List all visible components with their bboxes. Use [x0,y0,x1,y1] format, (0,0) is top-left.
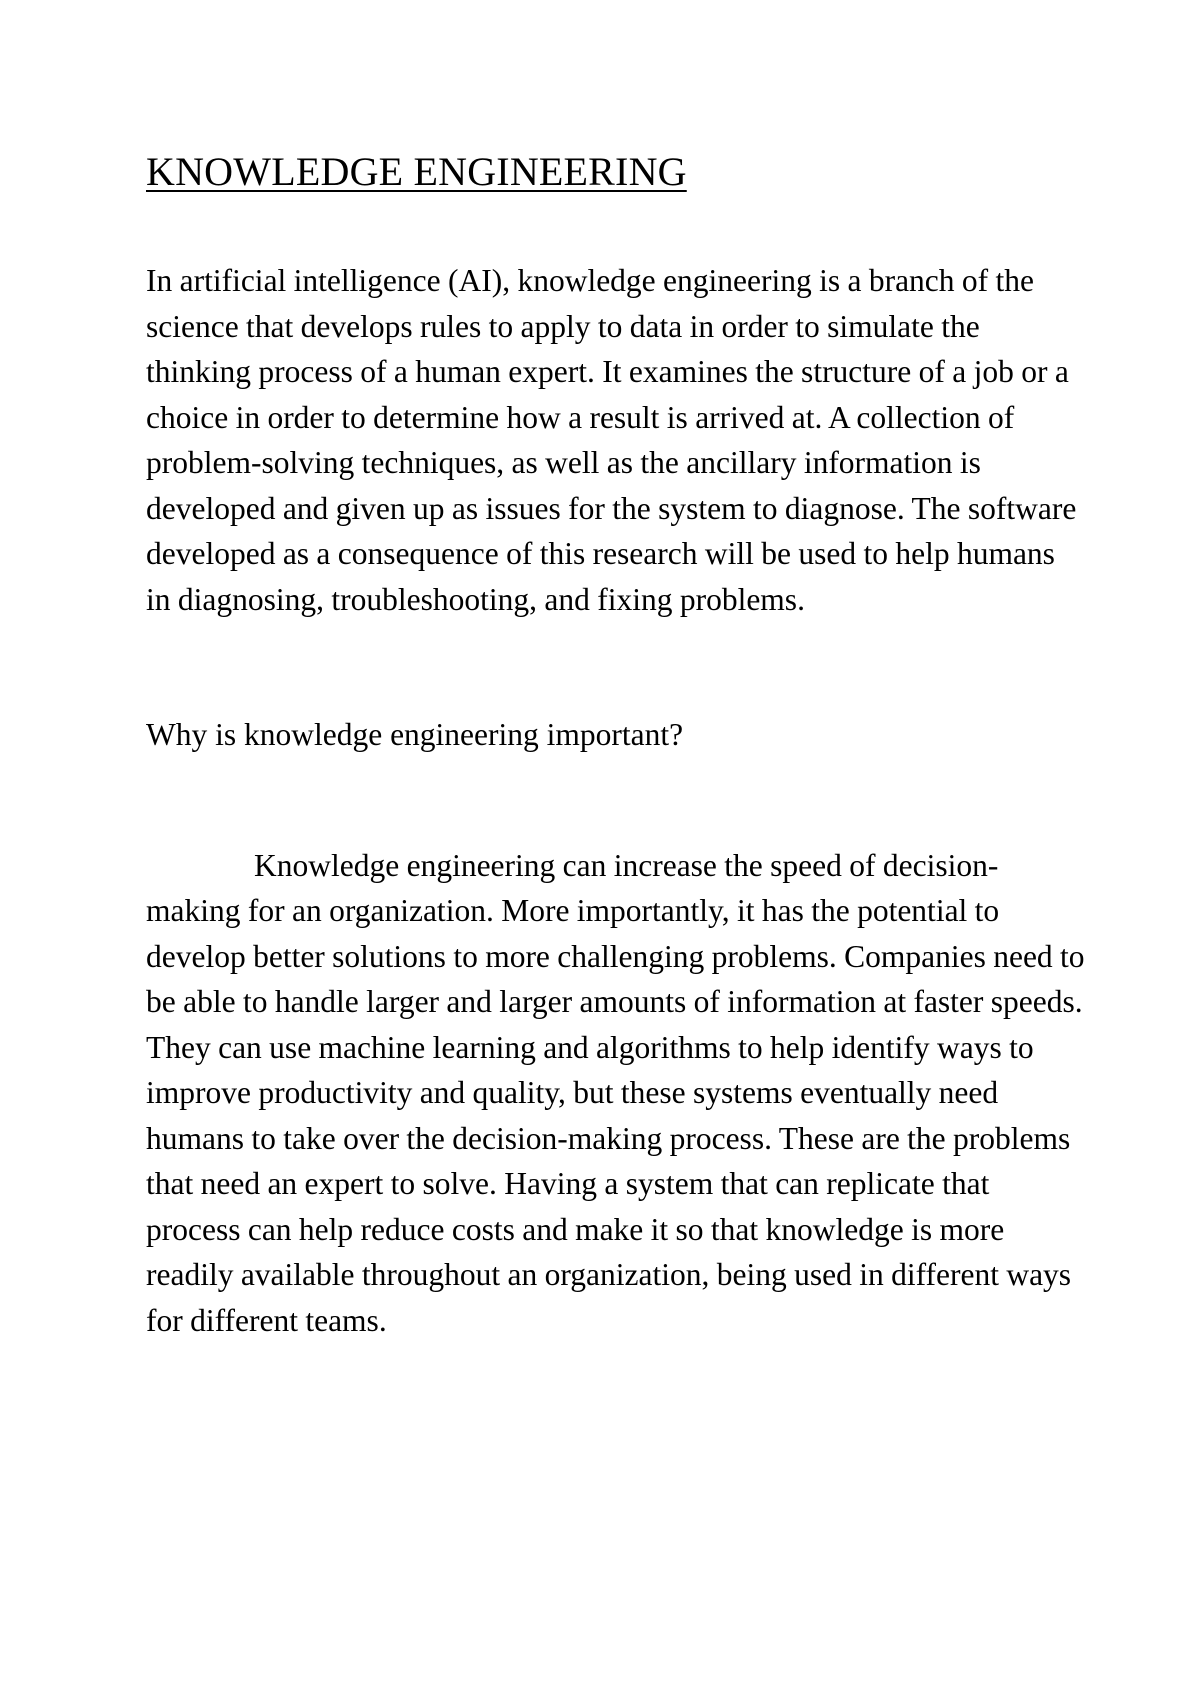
importance-paragraph: Knowledge engineering can increase the speed of decision-making for an organization. More importantly, it has the potential to develop better solutions to more challenging problems. Companies need to be able to handle larger and larger amounts of information at faster speeds. They can use machine learning and algorithms to help identify ways to improve productivity and quality, but these systems eventually need humans to take over the decision-making process. These are the problems that need an expert to solve. Having a system that can replicate that process can help reduce costs and make it so that knowledge is more readily available throughout an organization, being used in different ways for different teams. [146,847,1085,1338]
intro-paragraph: In artificial intelligence (AI), knowledge engineering is a branch of the science that develops rules to apply to data in order to simulate the thinking process of a human expert. It examines the structure of a job or a choice in order to determine how a result is arrived at. A collection of problem-solving techniques, as well as the ancillary information is developed and given up as issues for the system to diagnose. The software developed as a consequence of this research will be used to help humans in diagnosing, troubleshooting, and fixing problems. [146,263,1077,617]
section-heading: Why is knowledge engineering important? [146,717,684,752]
document-body [146,148,1086,1343]
document-title: KNOWLEDGE ENGINEERING [146,149,687,194]
